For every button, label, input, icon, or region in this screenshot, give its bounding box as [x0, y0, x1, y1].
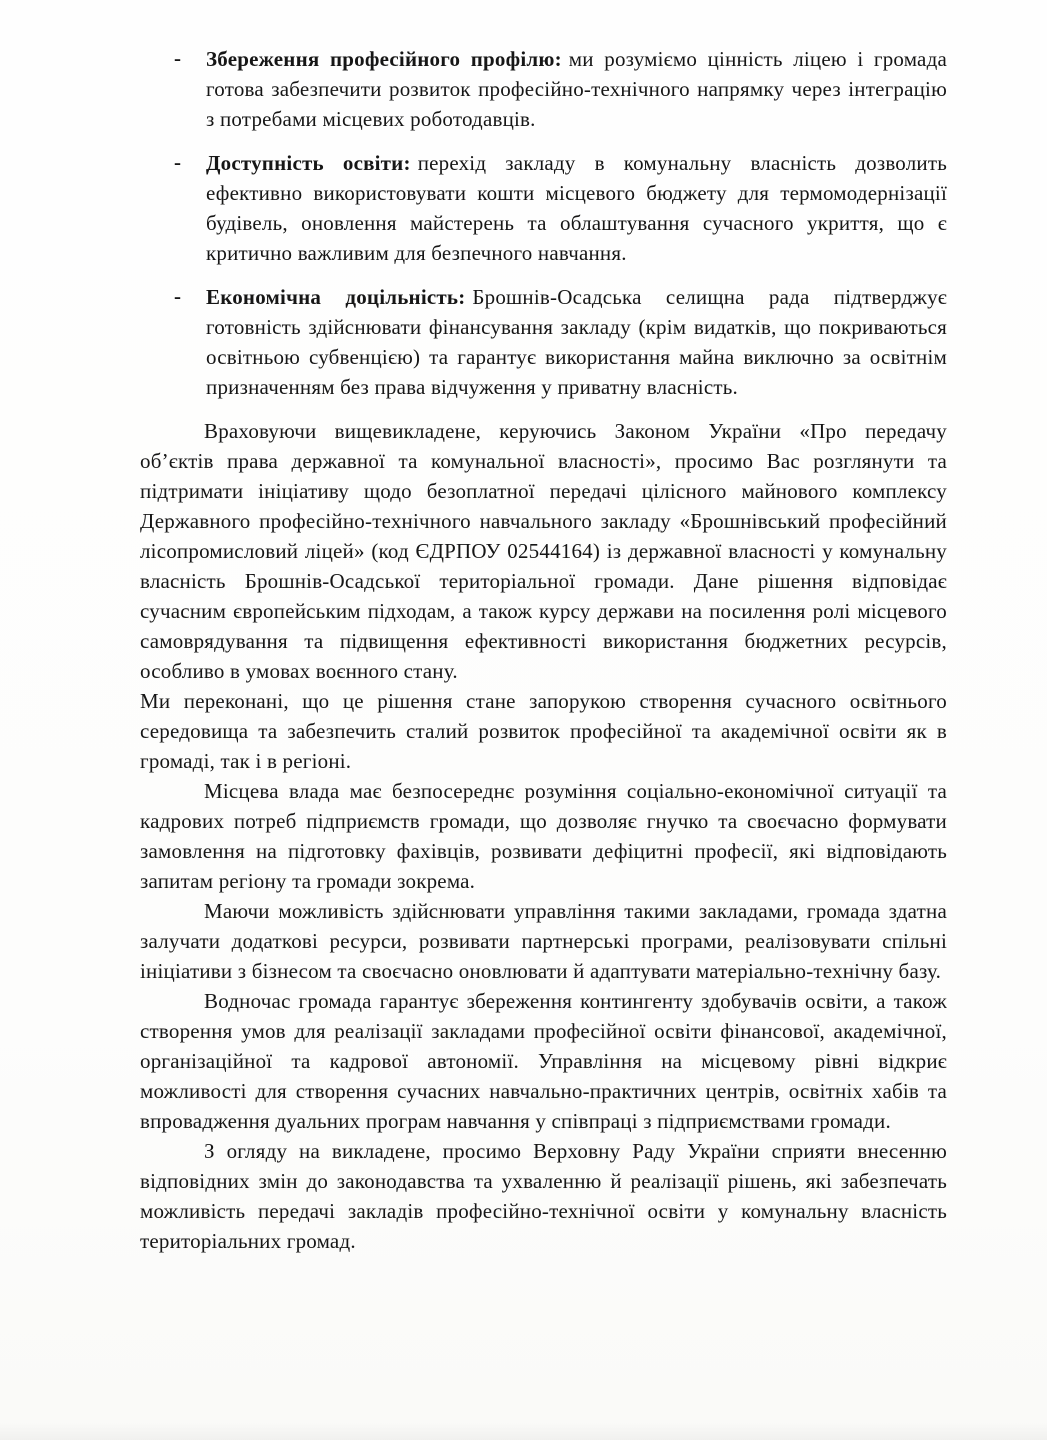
bullet-text: Брошнів-Осадська селищна рада підтверджує готовність здійснювати фінансування закладу (крім видатків, що покриваються освітньою субвенцією) та гарантує використання майна виключно за освітнім призначенням без права відчуження у приватну власність. — [206, 285, 947, 399]
bullet-dash-icon: - — [174, 284, 182, 308]
bullet-item-profile-preservation — [140, 44, 947, 134]
paragraph-conviction: Ми переконані, що це рішення стане запорукою створення сучасного освітнього середовища та забезпечить сталий розвиток професійної та академічної освіти як в громаді, так і в регіоні. — [140, 689, 947, 773]
bullet-item-education-accessibility — [140, 148, 947, 268]
bullet-dash-icon: - — [174, 46, 182, 70]
bullet-list — [140, 44, 947, 402]
scan-shadow-edge — [0, 1422, 1047, 1440]
bullet-text: ми розуміємо цінність ліцею і громада готова забезпечити розвиток професійно-технічного напрямку через інтеграцію з потребами місцевих роботодавців. — [206, 47, 947, 131]
paragraph-appeal-to-parliament: З огляду на викладене, просимо Верховну Раду України сприяти внесенню відповідних змін до законодавства та ухваленню й реалізації рішень, які забезпечать можливість передачі закладів професійно-технічної освіти у комунальну власність територіальних громад. — [140, 1139, 947, 1253]
bullet-item-economic-expediency — [140, 282, 947, 402]
bullet-lead: Доступність освіти: — [206, 151, 411, 175]
paragraph-transfer-request: Враховуючи вищевикладене, керуючись Законом України «Про передачу об’єктів права державної та комунальної власності», просимо Вас розглянути та підтримати ініціативу щодо безоплатної передачі цілісного майнового комплексу Державного професійно-технічного навчального закладу «Брошнівський професійний лісопромисловий ліцей» (код ЄДРПОУ 02544164) із державної власності у комунальну власність Брошнів-Осадської територіальної громади. Дане рішення відповідає сучасним європейським підходам, а також курсу держави на посилення ролі місцевого самоврядування та підвищення ефективності використання бюджетних ресурсів, особливо в умовах воєнного стану. — [140, 419, 947, 683]
bullet-lead: Економічна доцільність: — [206, 285, 466, 309]
paragraph-local-authority-understanding: Місцева влада має безпосереднє розуміння соціально-економічної ситуації та кадрових потреб підприємств громади, що дозволяє гнучко та своєчасно формувати замовлення на підготовку фахівців, розвивати дефіцитні професії, які відповідають запитам регіону та громади зокрема. — [140, 779, 947, 893]
paragraph-guarantees-autonomy: Водночас громада гарантує збереження контингенту здобувачів освіти, а також створення умов для реалізації закладами професійної освіти фінансової, академічної, організаційної та кадрової автономії. Управління на місцевому рівні відкриє можливості для створення сучасних навчально-практичних центрів, освітніх хабів та впровадження дуальних програм навчання у співпраці з підприємствами громади. — [140, 989, 947, 1133]
bullet-dash-icon: - — [174, 150, 182, 174]
bullet-text: перехід закладу в комунальну власність дозволить ефективно використовувати кошти місцевого бюджету для термомодернізації будівель, оновлення майстерень та облаштування сучасного укриття, що є критично важливим для безпечного навчання. — [206, 151, 947, 265]
bullet-lead: Збереження професійного профілю: — [206, 47, 562, 71]
paragraph-management-capability: Маючи можливість здійснювати управління такими закладами, громада здатна залучати додаткові ресурси, розвивати партнерські програми, реалізовувати спільні ініціативи з бізнесом та своєчасно оновлювати й адаптувати матеріально-технічну базу. — [140, 899, 947, 983]
